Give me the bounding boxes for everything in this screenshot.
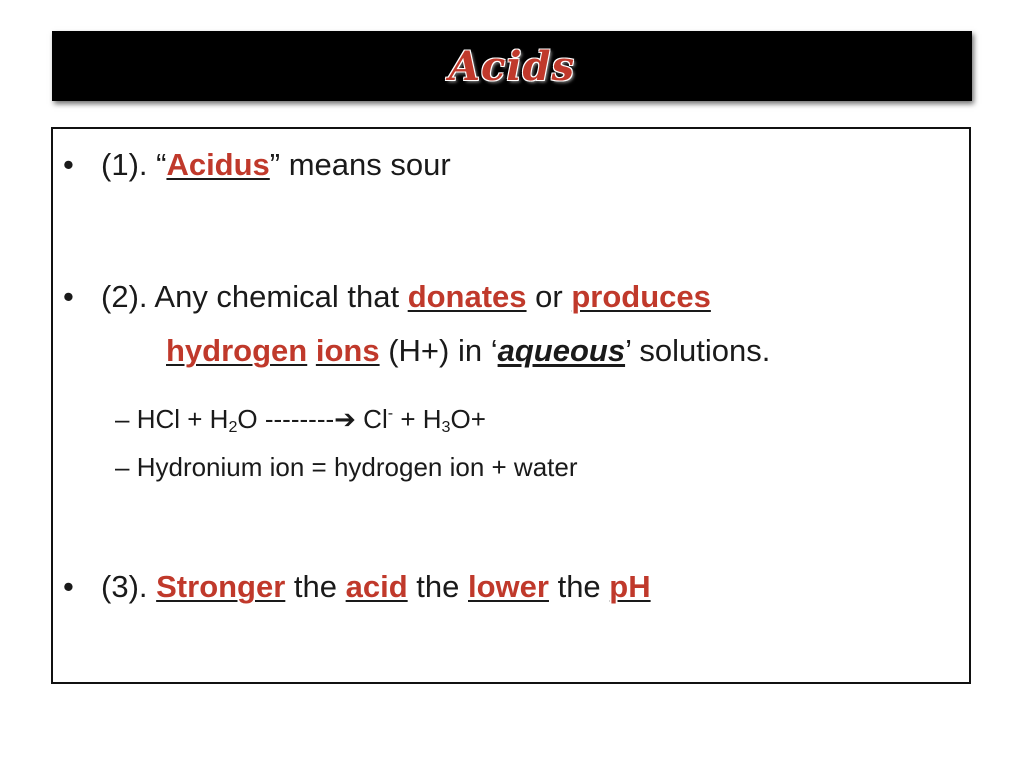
equation-part-1: HCl + H (136, 404, 229, 434)
term-aqueous: aqueous (497, 333, 626, 368)
term-ph: pH (609, 569, 651, 604)
sub-bullet-equation (115, 396, 486, 444)
slide-title: Acids (448, 42, 576, 90)
bullet-2-suffix: ’ solutions. (625, 333, 771, 368)
sub-bullet-definition (115, 450, 578, 484)
term-produces: produces (571, 279, 711, 314)
bullet-2-mid1: or (526, 279, 572, 314)
bullet-2 (63, 277, 711, 317)
term-ions: ions (315, 333, 380, 368)
term-stronger: Stronger (156, 569, 286, 604)
dash-marker: – (115, 404, 130, 434)
bullet-3-mid1: the (285, 569, 346, 604)
equation-part-2: O -------- (237, 404, 335, 434)
right-arrow-icon: ➔ (334, 404, 356, 434)
subscript-2: 2 (228, 418, 238, 436)
term-acidus: Acidus (166, 147, 270, 182)
bullet-3-prefix: (3). (101, 569, 157, 604)
superscript-minus: - (387, 404, 394, 422)
bullet-dot: • (63, 569, 74, 604)
title-bar (52, 31, 972, 101)
bullet-3-mid2: the (407, 569, 468, 604)
bullet-2-mid2: (H+) in ‘ (379, 333, 498, 368)
equation-part-4: + H (393, 404, 442, 434)
bullet-1 (63, 145, 451, 185)
bullet-dot: • (63, 147, 74, 182)
bullet-2-prefix: (2). Any chemical that (101, 279, 408, 314)
bullet-1-suffix: ” means sour (269, 147, 451, 182)
equation-part-5: O+ (450, 404, 486, 434)
bullet-2-continuation (166, 331, 770, 371)
term-acid: acid (345, 569, 408, 604)
dash-marker: – (115, 452, 130, 482)
bullet-dot: • (63, 279, 74, 314)
bullet-3 (63, 567, 651, 607)
term-lower: lower (468, 569, 549, 604)
bullet-3-mid3: the (548, 569, 610, 604)
term-hydrogen: hydrogen (166, 333, 308, 368)
hydronium-definition: Hydronium ion = hydrogen ion + water (136, 452, 578, 482)
equation-part-3: Cl (355, 404, 388, 434)
content-box (51, 127, 971, 684)
bullet-1-prefix: (1). “ (101, 147, 167, 182)
term-donates: donates (407, 279, 527, 314)
subscript-3: 3 (441, 418, 451, 436)
